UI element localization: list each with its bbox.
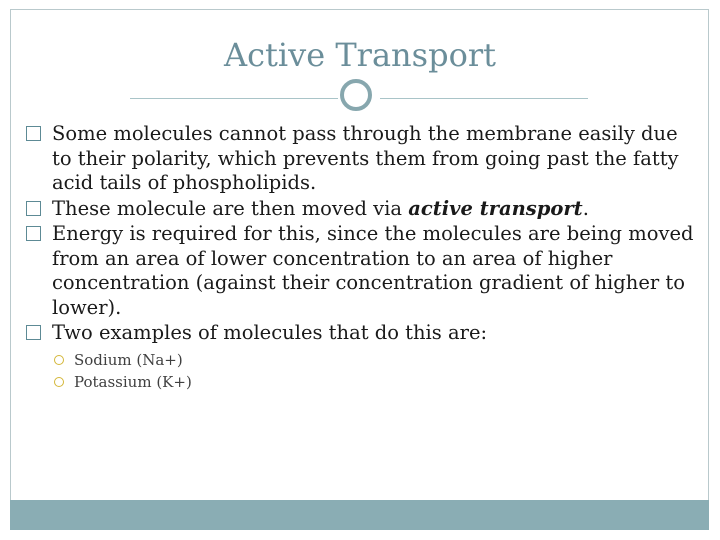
- divider-circle-ornament: [340, 79, 372, 111]
- bullet-text-end: .: [582, 196, 589, 220]
- bullet-item: [24, 321, 694, 346]
- ring-bullet-icon: [54, 377, 64, 387]
- bullet-text: These molecule are then moved via: [52, 196, 409, 220]
- sub-bullet-item: [24, 372, 694, 392]
- title-divider-right: [380, 98, 588, 99]
- title-divider-left: [130, 98, 338, 99]
- footer-bar: [10, 500, 709, 530]
- bullet-text: Energy is required for this, since the molecules are being moved from an area of lower concentration to an area of higher concentration (against their concentration gradient of higher to lower).: [52, 222, 694, 319]
- bullet-item: [24, 197, 694, 222]
- ring-bullet-icon: [54, 355, 64, 365]
- sub-bullet-text: Potassium (K+): [74, 372, 192, 391]
- bullet-text: Two examples of molecules that do this are:: [52, 321, 488, 344]
- slide-title: Active Transport: [224, 36, 496, 74]
- bullet-emphasis: active transport: [408, 196, 583, 220]
- bullet-item: [24, 222, 694, 320]
- sub-bullet-text: Sodium (Na+): [74, 350, 183, 369]
- bullet-text: Some molecules cannot pass through the membrane easily due to their polarity, which prevents them from going past the fatty acid tails of phospholipids.: [52, 122, 679, 194]
- checkbox-bullet-icon: [26, 226, 41, 241]
- slide-body: [24, 122, 694, 392]
- sub-bullet-item: [24, 350, 694, 370]
- checkbox-bullet-icon: [26, 325, 41, 340]
- checkbox-bullet-icon: [26, 126, 41, 141]
- bullet-item: [24, 122, 694, 196]
- checkbox-bullet-icon: [26, 201, 41, 216]
